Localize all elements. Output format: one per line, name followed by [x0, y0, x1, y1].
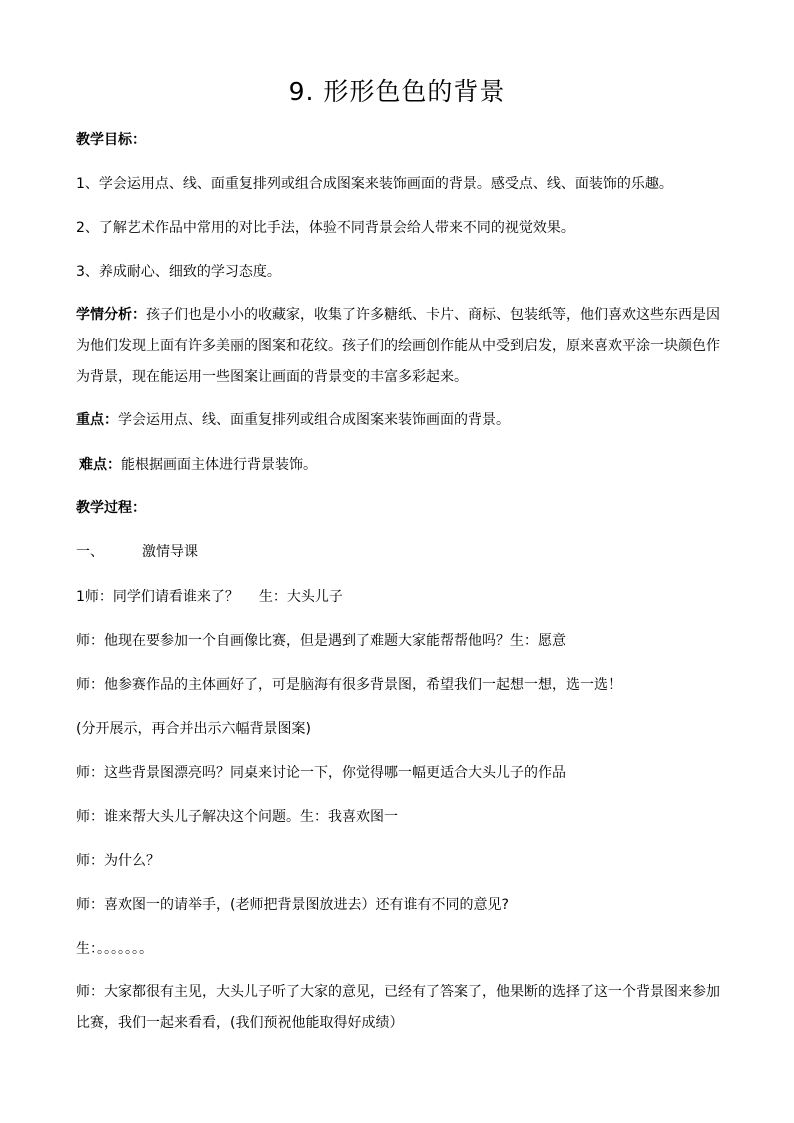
objectives-heading: 教学目标： [76, 132, 146, 148]
dialogue-line-2: 师：他现在要参加一个自画像比赛，但是遇到了难题大家能帮帮他吗？生：愿意 [76, 633, 566, 649]
analysis-text: 孩子们也是小小的收藏家，收集了许多糖纸、卡片、商标、包装纸等，他们喜欢这些东西是因为他们发现上面有许多美丽的图案和花纹。孩子们的绘画创作能从中受到启发，原来喜欢平涂一块颜色作为背景，现在能运用一些图案让画面的背景变的丰富多彩起来。 [76, 307, 720, 385]
difficulty-paragraph [79, 457, 729, 473]
dialogue-line-1 [76, 589, 726, 605]
dialogue-line-5: 师：这些背景图漂亮吗？同桌来讨论一下，你觉得哪一幅更适合大头儿子的作品 [76, 765, 566, 781]
objective-item-1: 1、学会运用点、线、面重复排列或组合成图案来装饰画面的背景。感受点、线、面装饰的乐趣。 [76, 176, 673, 192]
objective-item-3: 3、养成耐心、细致的学习态度。 [76, 264, 281, 280]
section-1-number: 一、 [76, 544, 104, 560]
dialogue-line-3: 师：他参赛作品的主体画好了，可是脑海有很多背景图，希望我们一起想一想，选一选！ [76, 677, 622, 693]
analysis-paragraph [76, 300, 724, 393]
dialogue-line-10: 师：大家都很有主见，大头儿子听了大家的意见，已经有了答案了，他果断的选择了这一个背景图来参加比赛，我们一起来看看，(我们预祝他能取得好成绩） [76, 984, 720, 1031]
key-point-label: 重点： [76, 412, 118, 428]
analysis-label: 学情分析： [76, 307, 146, 323]
section-1-title: 激情导课 [142, 544, 198, 560]
section-1-heading [76, 544, 726, 560]
dialogue-line-7: 师：为什么？ [76, 853, 160, 869]
dialogue-line-4: (分开展示，再合并出示六幅背景图案) [76, 721, 311, 737]
dialogue-line-8: 师：喜欢图一的请举手，(老师把背景图放进去）还有谁有不同的意见? [76, 897, 509, 913]
key-point-text: 学会运用点、线、面重复排列或组合成图案来装饰画面的背景。 [118, 412, 510, 428]
page-title: 9. 形形色色的背景 [288, 77, 506, 106]
difficulty-text: 能根据画面主体进行背景装饰。 [121, 457, 317, 473]
process-heading: 教学过程： [76, 500, 146, 516]
objective-item-2: 2、了解艺术作品中常用的对比手法，体验不同背景会给人带来不同的视觉效果。 [76, 220, 575, 236]
dialogue-line-1-student: 生：大头儿子 [258, 589, 343, 605]
dialogue-line-1-teacher: 1师：同学们请看谁来了？ [76, 589, 239, 605]
difficulty-label: 难点： [79, 457, 121, 473]
key-point-paragraph [76, 412, 726, 428]
dialogue-line-6: 师：谁来帮大头儿子解决这个问题。生：我喜欢图一 [76, 809, 398, 825]
dialogue-line-9: 生：。。。。。。。 [76, 941, 153, 957]
